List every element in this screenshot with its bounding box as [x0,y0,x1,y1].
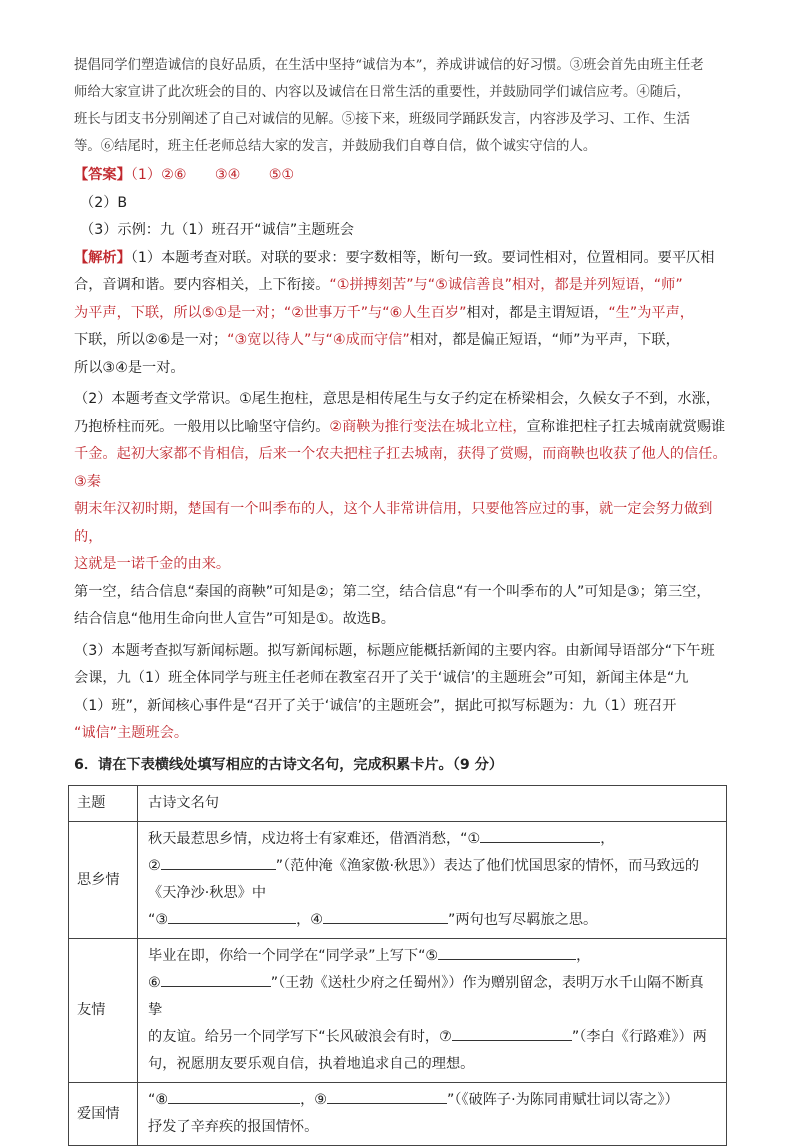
analysis-highlight: ②商鞅为推行变法在城北立柱， [329,418,527,435]
analysis-highlight: “生”为平声， [608,304,694,321]
cell-text: 毕业在即，你给一个同学在“同学录”上写下“⑤ [148,948,439,964]
blank-5[interactable] [438,943,576,960]
analysis-text: （2）本题考查文学常识。①尾生抱柱，意思是相传尾生与女子约定在桥梁相会，久候女子不到，水涨， [74,391,720,407]
table-header-row [69,786,727,822]
cell-text: ② [148,858,161,874]
analysis-text: （3）本题考查拟写新闻标题。拟写新闻标题，标题应能概括新闻的主要内容。由新闻导语部分“下午班 [74,642,715,659]
analysis-text: 所以③④是一对。 [74,359,185,376]
blank-9[interactable] [327,1087,447,1104]
cell-text: “⑧ [148,1092,169,1108]
cell-text: ”两句也写尽羁旅之思。 [448,912,598,928]
cell-text: 抒发了辛弃疾的报国情怀。 [148,1119,319,1135]
blank-3[interactable] [168,907,296,924]
cell-text: 的友谊。给另一个同学写下“长风破浪会有时，⑦ [148,1029,452,1045]
cell-text: ”（李白《行路难》）两 [571,1029,707,1045]
cell-text: 《天净沙·秋思》中 [148,885,267,901]
blank-7[interactable] [452,1024,572,1041]
analysis-text: 合，音调和谐。要内容相关，上下衔接。 [74,277,330,293]
blank-4[interactable] [323,907,448,924]
answer-2: （2）B [80,194,128,211]
accumulation-card-table [68,785,727,1146]
analysis-highlight: ③秦 [74,473,101,490]
intro-line: 师给大家宣讲了此次班会的目的、内容以及诚信在日常生活的重要性，并鼓励同学们诚信应考。④随后， [74,85,690,100]
cell-text: 句，祝愿朋友要乐观自信，执着地追求自己的理想。 [148,1056,475,1072]
cell-text: ，④ [296,912,323,928]
document-page [74,52,730,1146]
table-row [69,822,727,939]
analysis-highlight: 为平声，下联，所以⑤①是一对； [74,304,284,321]
intro-line: 班长与团支书分别阐述了自己对诚信的见解。⑤接下来，班级同学踊跃发言，内容涉及学习、工作、生活 [74,112,690,127]
cell-text: “③ [148,912,169,928]
table-row [69,939,727,1083]
answer-1: （1）②⑥ ③④ ⑤① [130,167,295,183]
table-row [69,1083,727,1146]
analysis-highlight: 千金。起初大家都不肯相信，后来一个农夫把柱子扛去城南，获得了赏赐，而商鞅也收获了他人的信任。 [74,446,727,462]
analysis-highlight: 朝末年汉初时期，楚国有一个叫季布的人，这个人非常讲信用，只要他答应过的事，就一定会努力做到的， [74,501,713,545]
analysis-text: 第一空，结合信息“秦国的商鞅”可知是②；第二空，结合信息“有一个叫季布的人”可知是③；第三空， [74,583,711,600]
row-content-friendship [138,939,727,1083]
analysis-text: 下联，所以②⑥是一对； [74,332,228,348]
cell-text: ”（王勃《送杜少府之任蜀州》）作为赠别留念，表明万水千山隔不断真挚 [148,975,704,1018]
analysis-text: （1）本题考查对联。对联的要求：要字数相等，断句一致。要词性相对，位置相同。要平仄相 [130,249,715,266]
analysis-highlight: 这就是一诺千金的由来。 [74,556,231,572]
analysis-text: 会课，九（1）班全体同学与班主任老师在教室召开了关于‘诚信’的主题班会”可知，新闻主体是“九 [74,670,689,686]
cell-text: ，⑨ [300,1092,327,1108]
analysis-text: 宣称谁把柱子扛去城南就赏赐谁 [526,418,726,435]
analysis-text: 乃抱桥柱而死。一般用以比喻坚守信约。 [74,418,330,435]
intro-line: 提倡同学们塑造诚信的良好品质，在生活中坚持“诚信为本”，养成讲诚信的好习惯。③班会首先由班主任老 [74,58,704,73]
table-header-poem: 古诗文名句 [138,786,727,822]
analysis-highlight: “①拼搏刻苦”与“⑤诚信善良”相对，都是并列短语，“师” [329,277,683,293]
cell-text: 秋天最惹思乡情，戍边将士有家难还，借酒消愁，“① [148,831,481,847]
row-content-patriotism [138,1083,727,1146]
analysis-highlight: “③宽以待人”与“④成而守信” [227,332,410,348]
analysis-text: “师”为平声，下联， [551,332,680,348]
question-title: 6．请在下表横线处填写相应的古诗文名句，完成积累卡片。（9 分） [74,756,504,773]
cell-text: ， [576,948,591,964]
answer-3: （3）示例：九（1）班召开“诚信”主题班会 [80,222,354,238]
cell-text: ”（范仲淹《渔家傲·秋思》）表达了他们忧国思家的情怀，而马致远的 [275,858,700,874]
blank-8[interactable] [168,1087,300,1104]
analysis-highlight: “②世事万千”与“⑥人生百岁” [283,304,467,321]
row-theme-patriotism: 爱国情 [69,1083,138,1146]
blank-2[interactable] [161,853,276,870]
analysis-text: （1）班”，新闻核心事件是“召开了关于‘诚信’的主题班会”，据此可拟写标题为：九（1）班召开 [74,697,677,714]
analysis-tag: 【解析】 [74,249,131,266]
row-theme-friendship: 友情 [69,939,138,1083]
cell-text: ⑥ [148,975,161,991]
intro-line: 等。⑥结尾时，班主任老师总结大家的发言，并鼓励我们自尊自信，做个诚实守信的人。 [74,139,597,154]
row-content-homesick: 秋天最惹思乡情，戍边将士有家难还，借酒消愁，“① ， ② ”（范仲淹《渔家傲·秋思》）表达了他们忧国思家的情怀，而马致远的 《天净沙·秋思》中 “③ ，④ ”两句也写尽羁旅之思。 [138,822,727,939]
table-header-theme: 主题 [69,786,138,822]
blank-6[interactable] [161,970,271,987]
analysis-highlight: “诚信”主题班会。 [74,725,189,741]
answer-tag: 【答案】 [74,167,131,183]
row-theme-homesick: 思乡情 [69,822,138,939]
blank-1[interactable] [480,826,600,843]
analysis-text: 相对，都是偏正短语， [409,332,552,348]
intro-paragraph [74,52,730,160]
answer-section [74,162,730,245]
analysis-text: 相对，都是主谓短语， [466,304,609,321]
analysis-text: 结合信息“他用生命向世人宣告”可知是①。故选B。 [74,611,395,627]
cell-text: ”（《破阵子·为陈同甫赋壮词以寄之》） [447,1092,679,1108]
analysis-section [74,245,730,748]
